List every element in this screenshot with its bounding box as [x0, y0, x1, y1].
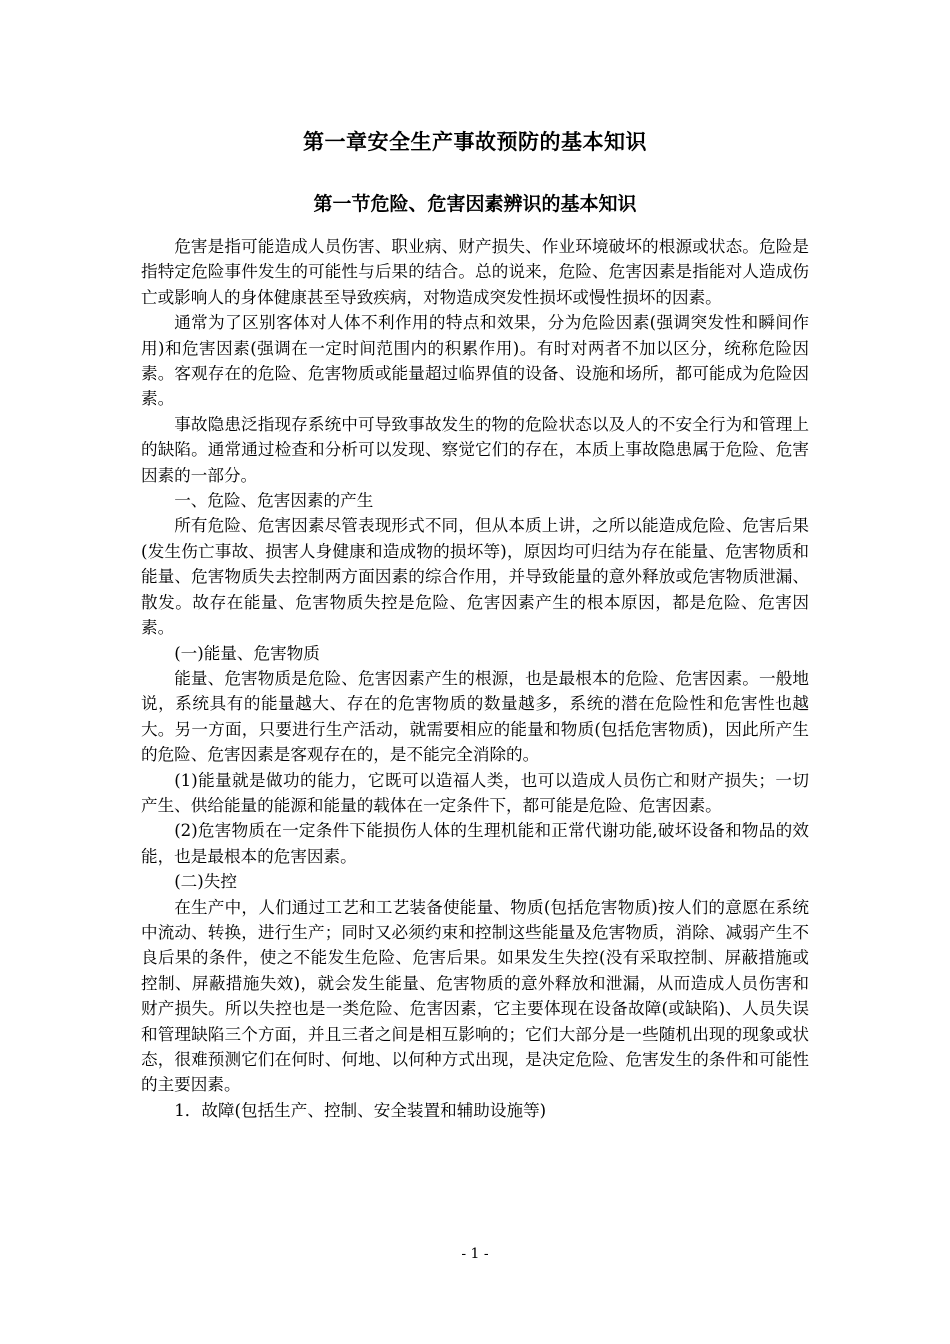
- paragraph-hazard-origin: 所有危险、危害因素尽管表现形式不同，但从本质上讲，之所以能造成危险、危害后果(发生伤亡事故、损害人身健康和造成物的损坏等)，原因均可归结为存在能量、危害物质和能量、危害物质失去控制两方面因素的综合作用，并导致能量的意外释放或危害物质泄漏、散发。故存在能量、危害物质失控是危险、危害因素产生的根本原因，都是危险、危害因素。: [141, 516, 809, 638]
- heading-loss-of-control: (二)失控: [174, 872, 237, 892]
- heading-hazard-origin: 一、危险、危害因素的产生: [174, 491, 374, 511]
- chapter-title: 第一章安全生产事故预防的基本知识: [303, 129, 647, 154]
- section-title: 第一节危险、危害因素辨识的基本知识: [313, 193, 637, 215]
- paragraph-energy-hazardous-substances: 能量、危害物质是危险、危害因素产生的根源，也是最根本的危险、危害因素。一般地说，系统具有的能量越大、存在的危害物质的数量越多，系统的潜在危险性和危害性也越大。另一方面，只要进行生产活动，就需要相应的能量和物质(包括危害物质)，因此所产生的危险、危害因素是客观存在的，是不能完全消除的。: [141, 668, 809, 765]
- paragraph-accident-hidden-danger: 事故隐患泛指现存系统中可导致事故发生的物的危险状态以及人的不安全行为和管理上的缺陷。通常通过检查和分析可以发现、察觉它们的存在，本质上事故隐患属于危险、危害因素的一部分。: [141, 414, 809, 485]
- paragraph-hazard-classification: 通常为了区别客体对人体不利作用的特点和效果，分为危险因素(强调突发性和瞬间作用)和危害因素(强调在一定时间范围内的积累作用)。有时对两者不加以区分，统称危险因素。客观存在的危险、危害物质或能量超过临界值的设备、设施和场所，都可能成为危险因素。: [141, 313, 809, 409]
- paragraph-hazard-definition: 危害是指可能造成人员伤害、职业病、财产损失、作业环境破坏的根源或状态。危险是指特定危险事件发生的可能性与后果的结合。总的说来，危险、危害因素是指能对人造成伤亡或影响人的身体健康甚至导致疾病，对物造成突发性损坏或慢性损坏的因素。: [141, 237, 809, 307]
- heading-fault: 1．故障(包括生产、控制、安全装置和辅助设施等): [174, 1100, 547, 1120]
- body-text: [141, 234, 809, 1123]
- paragraph-loss-of-control: 在生产中，人们通过工艺和工艺装备使能量、物质(包括危害物质)按人们的意愿在系统中流动、转换，进行生产；同时又必须约束和控制这些能量及危害物质，消除、减弱产生不良后果的条件，使之不能发生危险、危害后果。如果发生失控(没有采取控制、屏蔽措施或控制、屏蔽措施失效)，就会发生能量、危害物质的意外释放和泄漏，从而造成人员伤害和财产损失。所以失控也是一类危险、危害因素，它主要体现在设备故障(或缺陷)、人员失误和管理缺陷三个方面，并且三者之间是相互影响的；它们大部分是一些随机出现的现象或状态，很难预测它们在何时、何地、以何种方式出现，是决定危险、危害发生的条件和可能性的主要因素。: [141, 897, 809, 1095]
- page-number: - 1 -: [461, 1246, 489, 1262]
- paragraph-hazardous-substance-item-2: (2)危害物质在一定条件下能损伤人体的生理机能和正常代谢功能,破坏设备和物品的效能，也是最根本的危害因素。: [141, 821, 809, 866]
- paragraph-energy-item-1: (1)能量就是做功的能力，它既可以造福人类，也可以造成人员伤亡和财产损失；一切产生、供给能量的能源和能量的载体在一定条件下，都可能是危险、危害因素。: [141, 770, 809, 815]
- heading-energy-hazardous-substances: (一)能量、危害物质: [174, 643, 320, 663]
